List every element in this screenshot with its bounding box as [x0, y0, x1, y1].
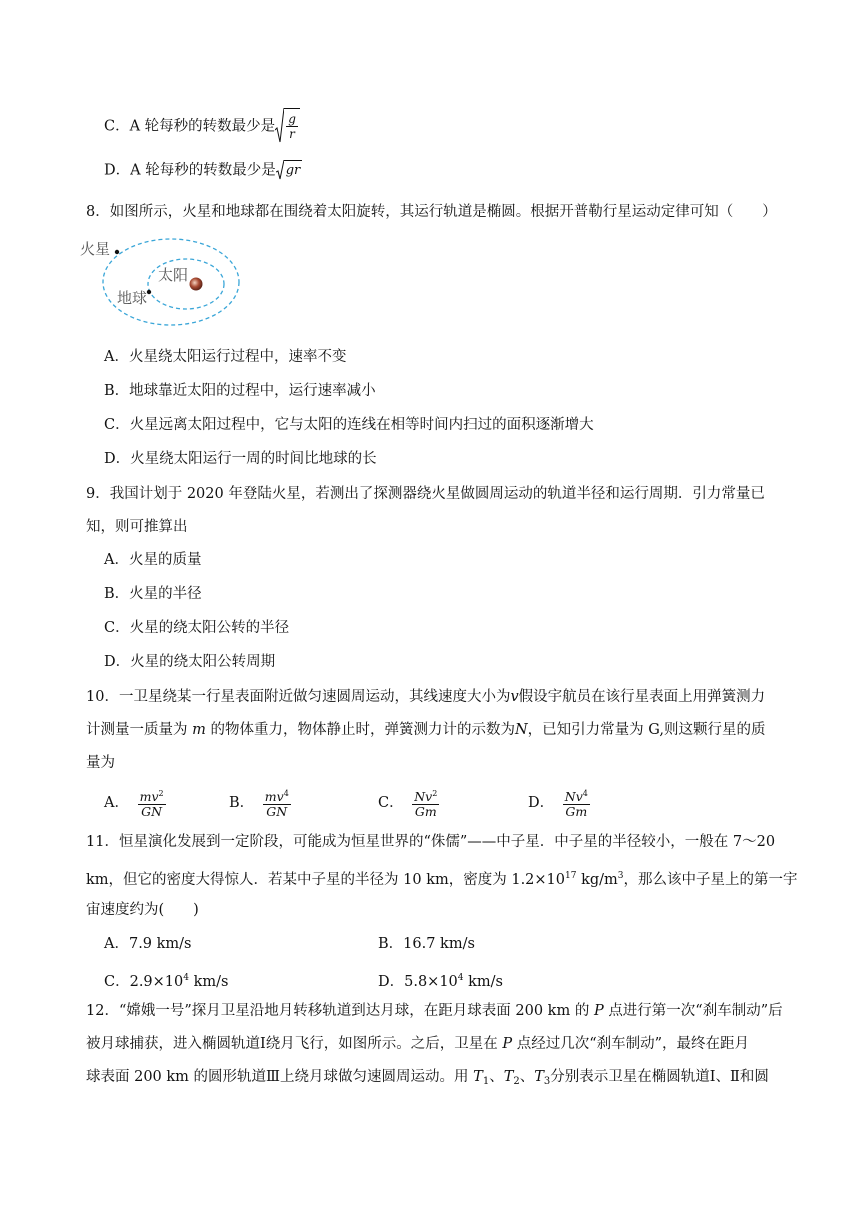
q11-option-a[interactable]: A．7.9 km/s [104, 936, 192, 952]
q11-l2-text-a: km，但它的密度大得惊人．若某中子星的半径为 10 km，密度为 1.2×10 [86, 872, 566, 888]
mars-label: 火星 [80, 240, 111, 258]
q10-c-exp: 2 [432, 789, 438, 798]
q12-sub-2: 2 [513, 1076, 520, 1087]
q10-a-den: GN [141, 804, 163, 819]
sun-label: 太阳 [158, 266, 189, 284]
q12-stem-line2 [86, 1034, 749, 1054]
q12-l3-end: 分别表示卫星在椭圆轨道Ⅰ、Ⅱ和圆 [550, 1069, 769, 1085]
q10-l2-text-a: 计测量一质量为 [86, 722, 188, 738]
q12-var-t2: T [503, 1069, 514, 1085]
q7-option-d[interactable] [104, 160, 302, 181]
q12-var-t1: T [473, 1069, 483, 1085]
q8-option-a[interactable]: A．火星绕太阳运行过程中，速率不变 [104, 349, 347, 365]
q10-option-c-label: C． [378, 795, 404, 811]
q10-stem-line3: 量为 [86, 755, 115, 771]
q10-option-d-label: D． [528, 795, 555, 811]
q10-a-exp: 2 [158, 789, 164, 798]
sun-icon [190, 278, 203, 291]
q12-l1-text-a: 12．“嫦娥一号”探月卫星沿地月转移轨道到达月球，在距月球表面 200 km 的 [86, 1003, 590, 1019]
q12-l2-text-b: 点经过几次“刹车制动”，最终在距月 [516, 1036, 750, 1052]
q10-option-a[interactable] [104, 786, 166, 820]
sqrt-g-over-r [275, 108, 300, 145]
q7-d-radicand: gr [284, 160, 303, 181]
q11-d-unit: km/s [463, 974, 504, 990]
q11-stem-line1: 11．恒星演化发展到一定阶段，可能成为恒星世界的“侏儒”——中子星．中子星的半径较小，一般在 7～20 [86, 834, 776, 850]
q9-option-a[interactable]: A．火星的质量 [104, 552, 202, 568]
q12-l2-text-a: 被月球捕获，进入椭圆轨道Ⅰ绕月飞行，如图所示。之后，卫星在 [86, 1036, 498, 1052]
q9-stem-line2: 知，则可推算出 [86, 519, 188, 535]
q10-l2-text-c: ，已知引力常量为 G,则这颗行星的质 [527, 722, 766, 738]
q12-sep-1: 、 [489, 1069, 504, 1085]
q11-option-d[interactable] [378, 968, 503, 992]
q7-option-c-text: C．A 轮每秒的转数最少是 [104, 118, 276, 135]
q11-c-exp: 4 [183, 973, 189, 983]
q11-option-c[interactable] [104, 968, 228, 992]
q7-c-numerator: g [288, 112, 296, 126]
q10-l1-text-b: 假设宇航员在该行星表面上用弹簧测力 [518, 689, 766, 705]
q10-d-num: Nv [564, 789, 583, 804]
q10-option-c[interactable] [378, 786, 439, 820]
q10-d-den: Gm [565, 804, 588, 819]
q12-var-p2: P [502, 1036, 513, 1052]
q10-option-a-label: A． [104, 795, 129, 811]
q12-var-p: P [593, 1003, 604, 1019]
q10-a-num: mv [139, 789, 159, 804]
q10-b-num: mv [264, 789, 284, 804]
q11-c-unit: km/s [189, 974, 229, 990]
q8-orbit-diagram [76, 232, 246, 332]
q10-var-m: m [192, 722, 206, 738]
q9-option-b[interactable]: B．火星的半径 [104, 586, 202, 602]
q11-stem-line2 [86, 866, 798, 890]
q10-option-d[interactable] [528, 786, 590, 820]
q11-option-b[interactable]: B．16.7 km/s [378, 936, 475, 952]
sqrt-gr [276, 160, 303, 181]
q11-stem-line3: 宙速度约为( ) [86, 902, 199, 918]
q8-stem: 8．如图所示，火星和地球都在围绕着太阳旋转，其运行轨道是椭圆。根据开普勒行星运动定律可知（ ） [86, 204, 777, 220]
q11-density-exp: 17 [565, 871, 577, 881]
q8-option-b[interactable]: B．地球靠近太阳的过程中，运行速率减小 [104, 383, 376, 399]
q10-c-num: Nv [414, 789, 433, 804]
q10-option-b[interactable] [229, 786, 291, 820]
q12-sub-3: 3 [543, 1076, 551, 1087]
q10-b-exp: 4 [283, 789, 289, 798]
q11-d-exp: 4 [457, 973, 464, 983]
q8-option-d[interactable]: D．火星绕太阳运行一周的时间比地球的长 [104, 451, 377, 467]
q9-option-c[interactable]: C．火星的绕太阳公转的半径 [104, 620, 290, 636]
q10-var-v: v [510, 689, 519, 705]
q12-stem-line1 [86, 1001, 783, 1021]
q11-d-text-a: D．5.8×10 [378, 974, 458, 990]
q9-stem-line1: 9．我国计划于 2020 年登陆火星，若测出了探测器绕火星做圆周运动的轨道半径和运行周期．引力常量已 [86, 486, 765, 502]
q7-c-denominator: r [289, 127, 295, 141]
mars-dot [115, 250, 119, 254]
q12-var-t3: T [534, 1069, 544, 1085]
q9-option-d[interactable]: D．火星的绕太阳公转周期 [104, 654, 276, 670]
q10-l2-text-b: 的物体重力，物体静止时，弹簧测力计的示数为 [210, 722, 515, 738]
q11-l2-unit: kg/m [576, 872, 618, 888]
q10-d-exp: 4 [582, 789, 588, 798]
q7-option-d-text: D．A 轮每秒的转数最少是 [104, 162, 276, 179]
q10-l1-text-a: 10．一卫星绕某一行星表面附近做匀速圆周运动，其线速度大小为 [86, 689, 511, 705]
q8-option-c[interactable]: C．火星远离太阳过程中，它与太阳的连线在相等时间内扫过的面积逐渐增大 [104, 417, 594, 433]
q11-unit-exp: 3 [617, 871, 624, 881]
q10-stem-line2 [86, 720, 765, 740]
q12-sep-2: 、 [519, 1069, 535, 1085]
q12-l1-text-b: 点进行第一次“刹车制动”后 [608, 1003, 783, 1019]
q10-var-n: N [514, 722, 528, 738]
earth-dot [147, 290, 151, 294]
q11-c-text-a: C．2.9×10 [104, 974, 184, 990]
q10-c-den: Gm [414, 804, 437, 819]
earth-label: 地球 [117, 289, 148, 307]
q12-l3-text: 球表面 200 km 的圆形轨道Ⅲ上绕月球做匀速圆周运动。用 [86, 1069, 469, 1085]
q7-option-c[interactable] [104, 108, 300, 145]
q10-option-b-label: B． [229, 795, 255, 811]
q12-sub-1: 1 [482, 1076, 490, 1087]
q11-l2-text-c: ，那么该中子星上的第一宇 [623, 872, 798, 888]
q12-stem-line3 [86, 1067, 769, 1092]
q10-stem-line1 [86, 687, 765, 707]
q10-b-den: GN [266, 804, 288, 819]
